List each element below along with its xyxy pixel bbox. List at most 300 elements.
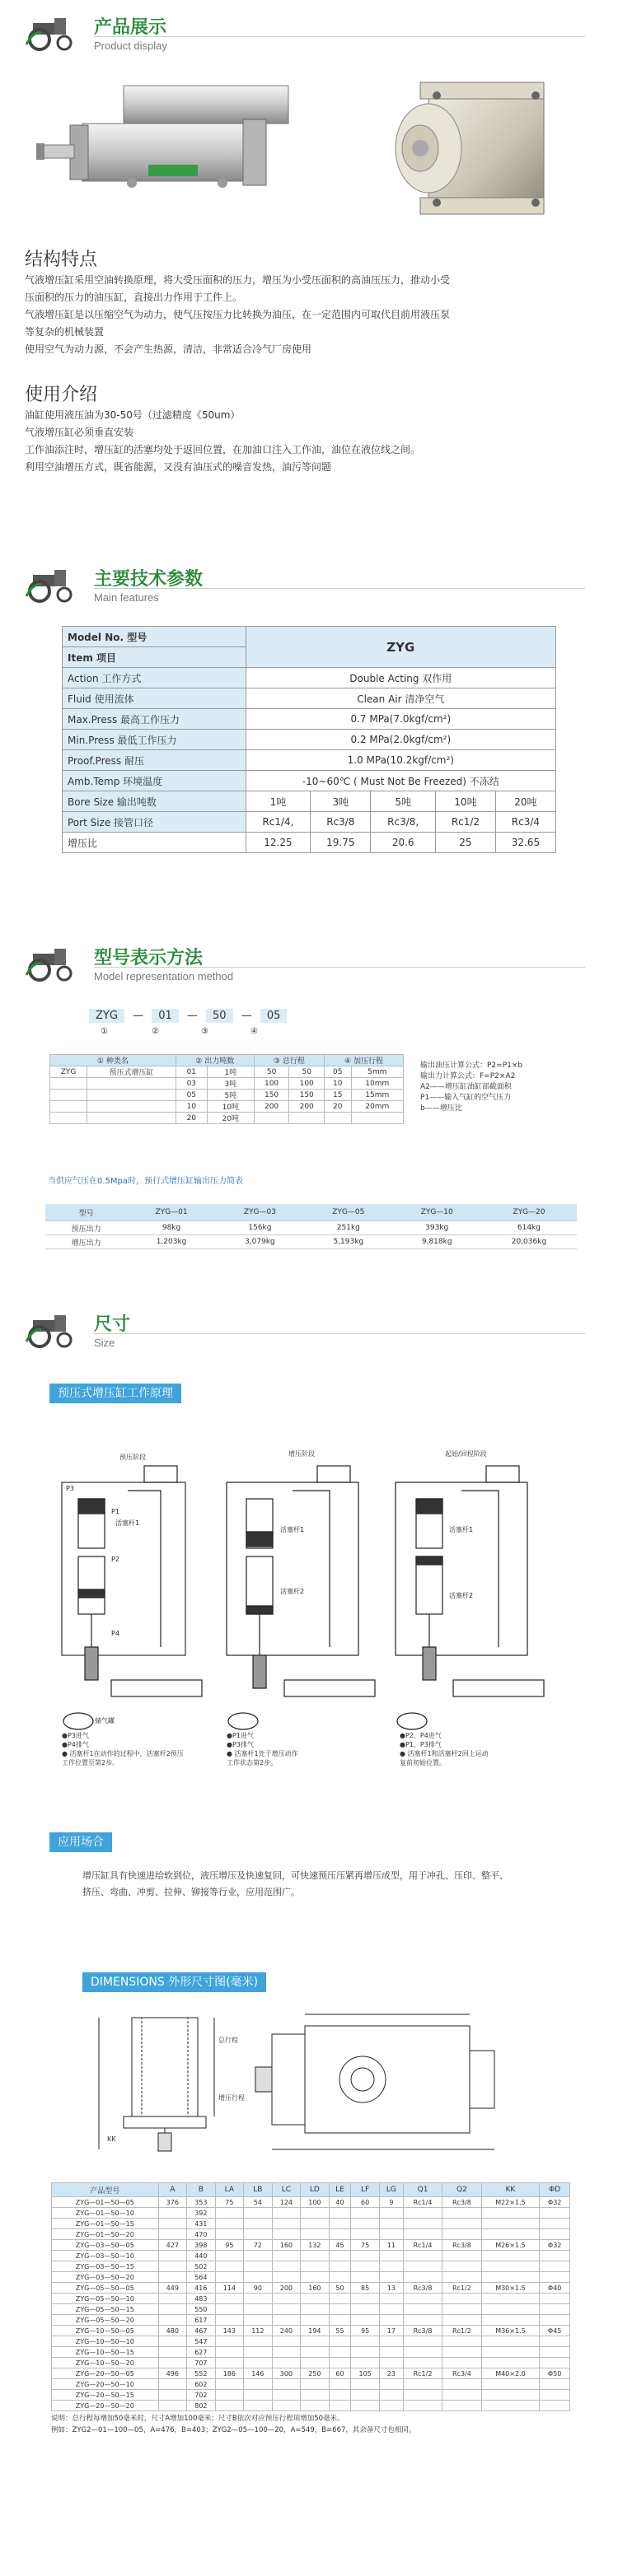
cell <box>289 1113 325 1124</box>
spec-bore-value: 10吨 <box>436 791 496 812</box>
cell: 20吨 <box>207 1113 254 1124</box>
cell <box>87 1113 176 1124</box>
spec-ratio-value: 32.65 <box>495 833 555 853</box>
label-rod2: 活塞杆2 <box>280 1588 305 1595</box>
cell <box>403 2261 442 2272</box>
cell: Φ32 <box>540 2197 570 2208</box>
note-line: ●P3排气 <box>227 1741 254 1748</box>
cell: 200 <box>272 2283 301 2294</box>
cell <box>540 2229 570 2240</box>
cell <box>351 2347 380 2358</box>
mini-table-head: ③ 总行程 <box>254 1055 324 1066</box>
note-line: ●P4排气 <box>62 1741 89 1748</box>
cell <box>50 1090 87 1101</box>
spec-ratio-value: 12.25 <box>246 833 311 853</box>
section-title-en: Size <box>94 1337 115 1349</box>
label-storage: 储气罐 <box>95 1717 115 1724</box>
cell <box>244 2336 273 2347</box>
cell: 602 <box>187 2379 216 2390</box>
cell <box>244 2347 273 2358</box>
cell: 100 <box>301 2197 330 2208</box>
diagram-title: 起始/回程阶段 <box>445 1450 487 1458</box>
spec-row-label: Amb.Temp 环境温度 <box>63 771 246 791</box>
table-row <box>52 2315 570 2326</box>
cell <box>329 2315 351 2326</box>
cell <box>481 2304 540 2315</box>
cell: ZYG <box>50 1066 87 1078</box>
dim-head: A <box>158 2183 187 2197</box>
cell <box>329 2401 351 2411</box>
model-code-dash: — <box>241 1010 252 1022</box>
cell <box>403 2379 442 2390</box>
cell: 251kg <box>304 1221 392 1235</box>
dim-head: KK <box>481 2183 540 2197</box>
formula-line: b——增压比 <box>420 1104 462 1113</box>
cell: ZYG—10—50—10 <box>52 2336 159 2347</box>
cell <box>540 2390 570 2401</box>
cell <box>351 2336 380 2347</box>
cell <box>301 2208 330 2219</box>
cell: 143 <box>215 2326 244 2336</box>
cell: ZYG—05—50—20 <box>52 2315 159 2326</box>
cell: 98kg <box>127 1221 215 1235</box>
cell: M40×2.0 <box>481 2368 540 2379</box>
spec-bore-value: 3吨 <box>311 791 371 812</box>
table-row <box>52 2272 570 2283</box>
cell <box>379 2229 403 2240</box>
section-divider <box>94 36 585 37</box>
section-title-cn: 型号表示方法 <box>94 948 204 968</box>
cell <box>329 2358 351 2368</box>
cell <box>379 2347 403 2358</box>
table-row <box>50 1090 404 1101</box>
cell <box>351 2229 380 2240</box>
cell: 3,079kg <box>216 1235 304 1249</box>
spec-bore-value: 5吨 <box>371 791 436 812</box>
cell <box>301 2304 330 2315</box>
cell <box>158 2315 187 2326</box>
note-line: ● 活塞杆1处于增压动作 <box>227 1750 298 1757</box>
cell: 10 <box>176 1101 207 1113</box>
cell <box>215 2229 244 2240</box>
cell <box>158 2251 187 2261</box>
cell <box>244 2304 273 2315</box>
cell: 05 <box>176 1090 207 1101</box>
product-section-header <box>25 8 585 66</box>
force-note: 当供应气压在0.5Mpa时，预行式增压缸输出压力简表 <box>48 1177 244 1186</box>
cell <box>403 2219 442 2229</box>
cell: 250 <box>301 2368 330 2379</box>
cell <box>158 2401 187 2411</box>
cell: M22×1.5 <box>481 2197 540 2208</box>
cell: 1,203kg <box>127 1235 215 1249</box>
section-title-cn: 产品展示 <box>94 17 167 38</box>
cell: 627 <box>187 2347 216 2358</box>
formula-line: 输出力计算公式：F=P2×A2 <box>420 1072 516 1080</box>
section-title-en: Model representation method <box>94 970 234 982</box>
cell <box>403 2229 442 2240</box>
cell: 300 <box>272 2368 301 2379</box>
cell: 132 <box>301 2240 330 2251</box>
cell: 11 <box>379 2240 403 2251</box>
cell <box>272 2251 301 2261</box>
cell: Rc3/4 <box>442 2368 481 2379</box>
usage-line: 油缸使用液压油为30-50号（过滤精度《50um） <box>25 409 241 421</box>
cell <box>351 2208 380 2219</box>
cell: Rc3/8 <box>403 2283 442 2294</box>
cell <box>215 2315 244 2326</box>
cell <box>215 2208 244 2219</box>
cell <box>442 2304 481 2315</box>
cell: Rc3/8 <box>403 2326 442 2336</box>
cell: 124 <box>272 2197 301 2208</box>
cell: 114 <box>215 2283 244 2294</box>
spec-row-value: 1.0 MPa(10.2kgf/cm²) <box>246 750 555 771</box>
cell <box>325 1113 352 1124</box>
tractor-logo-icon <box>25 1312 77 1348</box>
cell <box>158 2261 187 2272</box>
cell: 20 <box>325 1101 352 1113</box>
note-line: ●P3进气 <box>62 1732 89 1739</box>
cell <box>379 2358 403 2368</box>
cell: 100 <box>289 1078 325 1090</box>
diagram-2 <box>227 1466 375 1729</box>
cell <box>540 2261 570 2272</box>
cell: ZYG—20—50—15 <box>52 2390 159 2401</box>
cell: 393kg <box>393 1221 481 1235</box>
cell: 550 <box>187 2304 216 2315</box>
cell: Φ32 <box>540 2240 570 2251</box>
cell: 200 <box>254 1101 289 1113</box>
tractor-logo-icon <box>25 15 77 51</box>
cell <box>87 1090 176 1101</box>
mini-table-head: ④ 加压行程 <box>325 1055 404 1066</box>
cell <box>442 2315 481 2326</box>
table-row <box>52 2304 570 2315</box>
cell: 20mm <box>351 1101 403 1113</box>
spec-port-value: Rc3/8 <box>311 812 371 833</box>
cell: 353 <box>187 2197 216 2208</box>
cell <box>442 2251 481 2261</box>
cell <box>272 2336 301 2347</box>
cell <box>329 2347 351 2358</box>
cell <box>379 2251 403 2261</box>
cell <box>442 2347 481 2358</box>
spec-row-value: Clean Air 清净空气 <box>246 688 555 709</box>
principle-tag: 预压式增压缸工作原理 <box>49 1384 181 1403</box>
cell <box>481 2390 540 2401</box>
cell <box>442 2401 481 2411</box>
section-divider <box>94 588 585 589</box>
cell <box>215 2219 244 2229</box>
cell <box>301 2251 330 2261</box>
spec-ratio-label: 增压比 <box>63 833 246 853</box>
cell <box>379 2336 403 2347</box>
cell: 200 <box>289 1101 325 1113</box>
cell: 112 <box>244 2326 273 2336</box>
cell <box>272 2379 301 2390</box>
cell <box>158 2219 187 2229</box>
cell: Rc3/8 <box>442 2240 481 2251</box>
dim-head: LF <box>351 2183 380 2197</box>
cell <box>351 1113 403 1124</box>
cell: 547 <box>187 2336 216 2347</box>
cell: Φ40 <box>540 2283 570 2294</box>
spec-port-value: Rc3/8, <box>371 812 436 833</box>
cell <box>351 2272 380 2283</box>
cell <box>158 2229 187 2240</box>
tractor-logo-icon <box>25 567 77 603</box>
cell <box>379 2219 403 2229</box>
cell <box>329 2272 351 2283</box>
formula-line: 输出油压计算公式：P2=P1×b <box>420 1062 523 1070</box>
table-row <box>50 1066 404 1078</box>
cell <box>442 2336 481 2347</box>
cell: ZYG—03—50—20 <box>52 2272 159 2283</box>
cell <box>442 2219 481 2229</box>
cell <box>379 2261 403 2272</box>
table-row <box>52 2240 570 2251</box>
cell <box>329 2251 351 2261</box>
application-tag: 应用场合 <box>49 1832 112 1852</box>
table-row <box>52 2336 570 2347</box>
structure-line: 等复杂的机械装置 <box>25 326 105 338</box>
cell <box>329 2261 351 2272</box>
cell <box>481 2401 540 2411</box>
section-divider <box>94 967 585 968</box>
spec-model-label: Model No. 型号 <box>63 627 246 647</box>
cell <box>244 2229 273 2240</box>
cell <box>540 2272 570 2283</box>
cell <box>50 1113 87 1124</box>
cell <box>244 2401 273 2411</box>
table-row <box>52 2294 570 2304</box>
cell <box>442 2390 481 2401</box>
cell <box>540 2208 570 2219</box>
cell <box>301 2390 330 2401</box>
force-head: ZYG—03 <box>216 1204 304 1221</box>
cell: 9 <box>379 2197 403 2208</box>
usage-line: 利用空油增压方式，既省能源，又没有油压式的噪音发热，油污等问题 <box>25 461 332 473</box>
spec-row-value: -10~60℃ ( Must Not Be Freezed) 不冻结 <box>246 771 555 791</box>
dim-head: 产品型号 <box>52 2183 159 2197</box>
spec-item-label: Item 项目 <box>63 647 246 668</box>
table-row <box>50 1101 404 1113</box>
cell <box>442 2379 481 2390</box>
cell <box>351 2358 380 2368</box>
cell: 60 <box>329 2368 351 2379</box>
cell: 15mm <box>351 1090 403 1101</box>
cell: M30×1.5 <box>481 2283 540 2294</box>
cell: ZYG—20—50—05 <box>52 2368 159 2379</box>
cell: 431 <box>187 2219 216 2229</box>
cell <box>403 2304 442 2315</box>
cell: 160 <box>301 2283 330 2294</box>
cell: 449 <box>158 2283 187 2294</box>
cell: 496 <box>158 2368 187 2379</box>
spec-bore-value: 1吨 <box>246 791 311 812</box>
label-rod: 活塞杆1 <box>115 1519 140 1527</box>
cell <box>351 2390 380 2401</box>
diagram-title: 预压阶段 <box>119 1454 146 1461</box>
dim-head: LD <box>301 2183 330 2197</box>
cell <box>215 2358 244 2368</box>
cell <box>215 2294 244 2304</box>
cell <box>351 2401 380 2411</box>
cell: 90 <box>244 2283 273 2294</box>
cell <box>403 2401 442 2411</box>
product-photo-square-cylinder <box>363 66 560 231</box>
note-line: ●P1、P3排气 <box>400 1741 442 1748</box>
table-row <box>52 2283 570 2294</box>
cell <box>442 2272 481 2283</box>
cell <box>244 2379 273 2390</box>
cell: 802 <box>187 2401 216 2411</box>
cell <box>301 2347 330 2358</box>
force-head: 型号 <box>45 1204 127 1221</box>
cell: 95 <box>215 2240 244 2251</box>
cell: 95 <box>351 2326 380 2336</box>
cell: ZYG—05—50—05 <box>52 2283 159 2294</box>
circled-index: ① <box>101 1027 108 1036</box>
cell: 156kg <box>216 1221 304 1235</box>
cell <box>481 2315 540 2326</box>
table-row <box>52 2379 570 2390</box>
cell: ZYG—10—50—05 <box>52 2326 159 2336</box>
cell <box>244 2219 273 2229</box>
spec-row-label: Fluid 使用流体 <box>63 688 246 709</box>
cell: 预压出力 <box>45 1221 127 1235</box>
circled-index: ③ <box>201 1027 208 1036</box>
cell <box>540 2304 570 2315</box>
dim-head: LE <box>329 2183 351 2197</box>
cell <box>442 2208 481 2219</box>
cell <box>329 2219 351 2229</box>
diagram-title: 增压阶段 <box>288 1450 315 1458</box>
cell <box>329 2294 351 2304</box>
model-code <box>89 1009 287 1023</box>
note-line: 工作状态第2步。 <box>227 1759 278 1766</box>
cell <box>403 2358 442 2368</box>
cell <box>50 1078 87 1090</box>
cell: 240 <box>272 2326 301 2336</box>
usage-line: 工作油添注时，增压缸的活塞均处于返回位置，在加油口注入工作油，油位在液位线之间。 <box>25 444 421 455</box>
drawing-label: 总行程 <box>218 2037 238 2044</box>
cell: 10 <box>325 1078 352 1090</box>
dim-head: Q1 <box>403 2183 442 2197</box>
cell <box>301 2379 330 2390</box>
dim-head: B <box>187 2183 216 2197</box>
cell <box>215 2272 244 2283</box>
cell: 50 <box>289 1066 325 1078</box>
cell <box>481 2261 540 2272</box>
cell: 160 <box>272 2240 301 2251</box>
cell <box>50 1101 87 1113</box>
cell: 480 <box>158 2326 187 2336</box>
table-row <box>50 1078 404 1090</box>
cell: ZYG—03—50—15 <box>52 2261 159 2272</box>
cell: Rc1/4 <box>403 2197 442 2208</box>
cell: 467 <box>187 2326 216 2336</box>
cell <box>540 2379 570 2390</box>
force-head: ZYG—05 <box>304 1204 392 1221</box>
cell <box>329 2304 351 2315</box>
cell <box>87 1101 176 1113</box>
table-row <box>52 2368 570 2379</box>
cell: 186 <box>215 2368 244 2379</box>
cell <box>301 2272 330 2283</box>
table-row <box>52 2197 570 2208</box>
table-row <box>52 2326 570 2336</box>
table-row <box>52 2261 570 2272</box>
cell <box>244 2294 273 2304</box>
cell: Φ45 <box>540 2326 570 2336</box>
model-code-dash: — <box>133 1010 144 1022</box>
cell <box>158 2390 187 2401</box>
cell <box>244 2390 273 2401</box>
cell <box>379 2208 403 2219</box>
cell <box>301 2229 330 2240</box>
cell: 预压式增压缸 <box>87 1066 176 1078</box>
product-photo-long-cylinder <box>33 74 297 214</box>
model-section-header <box>25 939 585 996</box>
structure-line: 气液增压缸采用空油转换原理，将大受压面积的压力，增压为小受压面积的高油压压力，推动小受 <box>25 274 451 286</box>
table-row <box>52 2358 570 2368</box>
section-title-en: Main features <box>94 591 159 604</box>
force-head: ZYG—20 <box>481 1204 577 1221</box>
cell: 3吨 <box>207 1078 254 1090</box>
cell <box>379 2401 403 2411</box>
features-section-header <box>25 560 585 618</box>
cell <box>244 2261 273 2272</box>
cell <box>403 2272 442 2283</box>
spec-model-value: ZYG <box>246 627 555 668</box>
cell <box>301 2358 330 2368</box>
model-code-part: ZYG <box>89 1009 124 1023</box>
cell: 55 <box>329 2326 351 2336</box>
cell: 03 <box>176 1078 207 1090</box>
size-section-header <box>25 1305 585 1363</box>
cell <box>481 2347 540 2358</box>
cell <box>540 2251 570 2261</box>
cell <box>379 2379 403 2390</box>
cell <box>540 2347 570 2358</box>
table-row <box>52 2229 570 2240</box>
cell: ZYG—10—50—20 <box>52 2358 159 2368</box>
cell: 416 <box>187 2283 216 2294</box>
cell: 10吨 <box>207 1101 254 1113</box>
cell: M36×1.5 <box>481 2326 540 2336</box>
circled-index: ④ <box>250 1027 258 1036</box>
cell: 75 <box>215 2197 244 2208</box>
cell <box>272 2358 301 2368</box>
dim-head: LC <box>272 2183 301 2197</box>
cell <box>403 2315 442 2326</box>
note-line: ●P2、P4进气 <box>400 1732 442 1739</box>
cell: 20 <box>176 1113 207 1124</box>
cell <box>215 2379 244 2390</box>
cell: 75 <box>351 2240 380 2251</box>
cell: 440 <box>187 2251 216 2261</box>
table-row <box>45 1235 577 1249</box>
dimension-drawing <box>91 2009 536 2166</box>
spec-port-value: Rc1/4, <box>246 812 311 833</box>
cell <box>481 2229 540 2240</box>
cell <box>379 2294 403 2304</box>
cell: 150 <box>289 1090 325 1101</box>
cell: 150 <box>254 1090 289 1101</box>
cell: ZYG—01—50—10 <box>52 2208 159 2219</box>
